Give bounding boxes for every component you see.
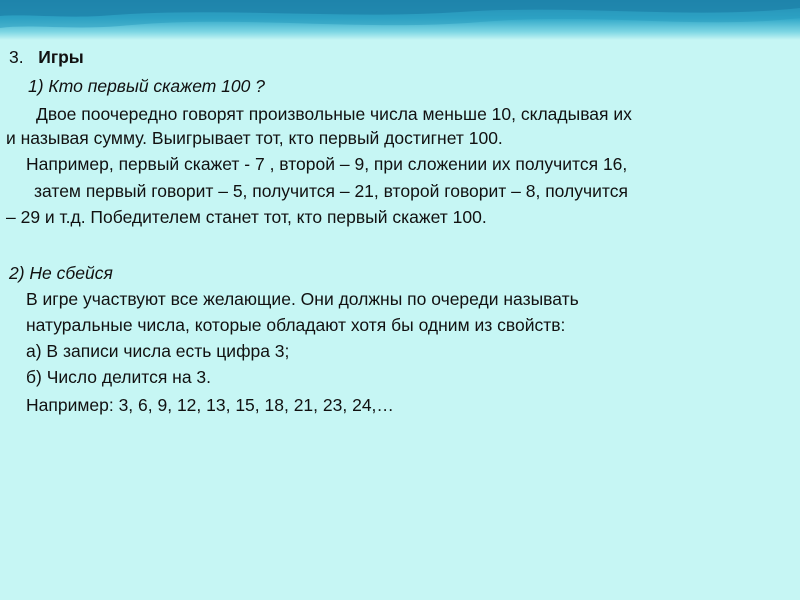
game2-title: 2) Не сбейся	[9, 263, 113, 283]
game2-line-4: б) Число делится на 3.	[26, 367, 212, 387]
game2-line-5: Например: 3, 6, 9, 12, 13, 15, 18, 21, 23, 24,…	[26, 395, 394, 415]
section-title: Игры	[38, 47, 84, 67]
game1-line-1: Двое поочередно говорят произвольные числа меньше 10, складывая их	[36, 104, 632, 124]
game1-line-4: затем первый говорит – 5, получится – 21, второй говорит – 8, получится	[34, 181, 628, 201]
header-wave-decoration	[0, 0, 800, 60]
section-number: 3.	[9, 47, 24, 67]
game2-line-2: натуральные числа, которые обладают хотя бы одним из свойств:	[26, 315, 566, 335]
game1-line-3: Например, первый скажет - 7 , второй – 9, при сложении их получится 16,	[26, 154, 628, 174]
game1-title: 1) Кто первый скажет 100 ?	[28, 76, 265, 96]
game2-line-3: а) В записи числа есть цифра 3;	[26, 341, 290, 361]
game2-line-1: В игре участвуют все желающие. Они должны по очереди называть	[26, 289, 579, 309]
game1-line-5: – 29 и т.д. Победителем станет тот, кто первый скажет 100.	[6, 207, 487, 227]
section-heading	[9, 46, 84, 68]
game1-line-2: и называя сумму. Выигрывает тот, кто первый достигнет 100.	[6, 128, 503, 148]
